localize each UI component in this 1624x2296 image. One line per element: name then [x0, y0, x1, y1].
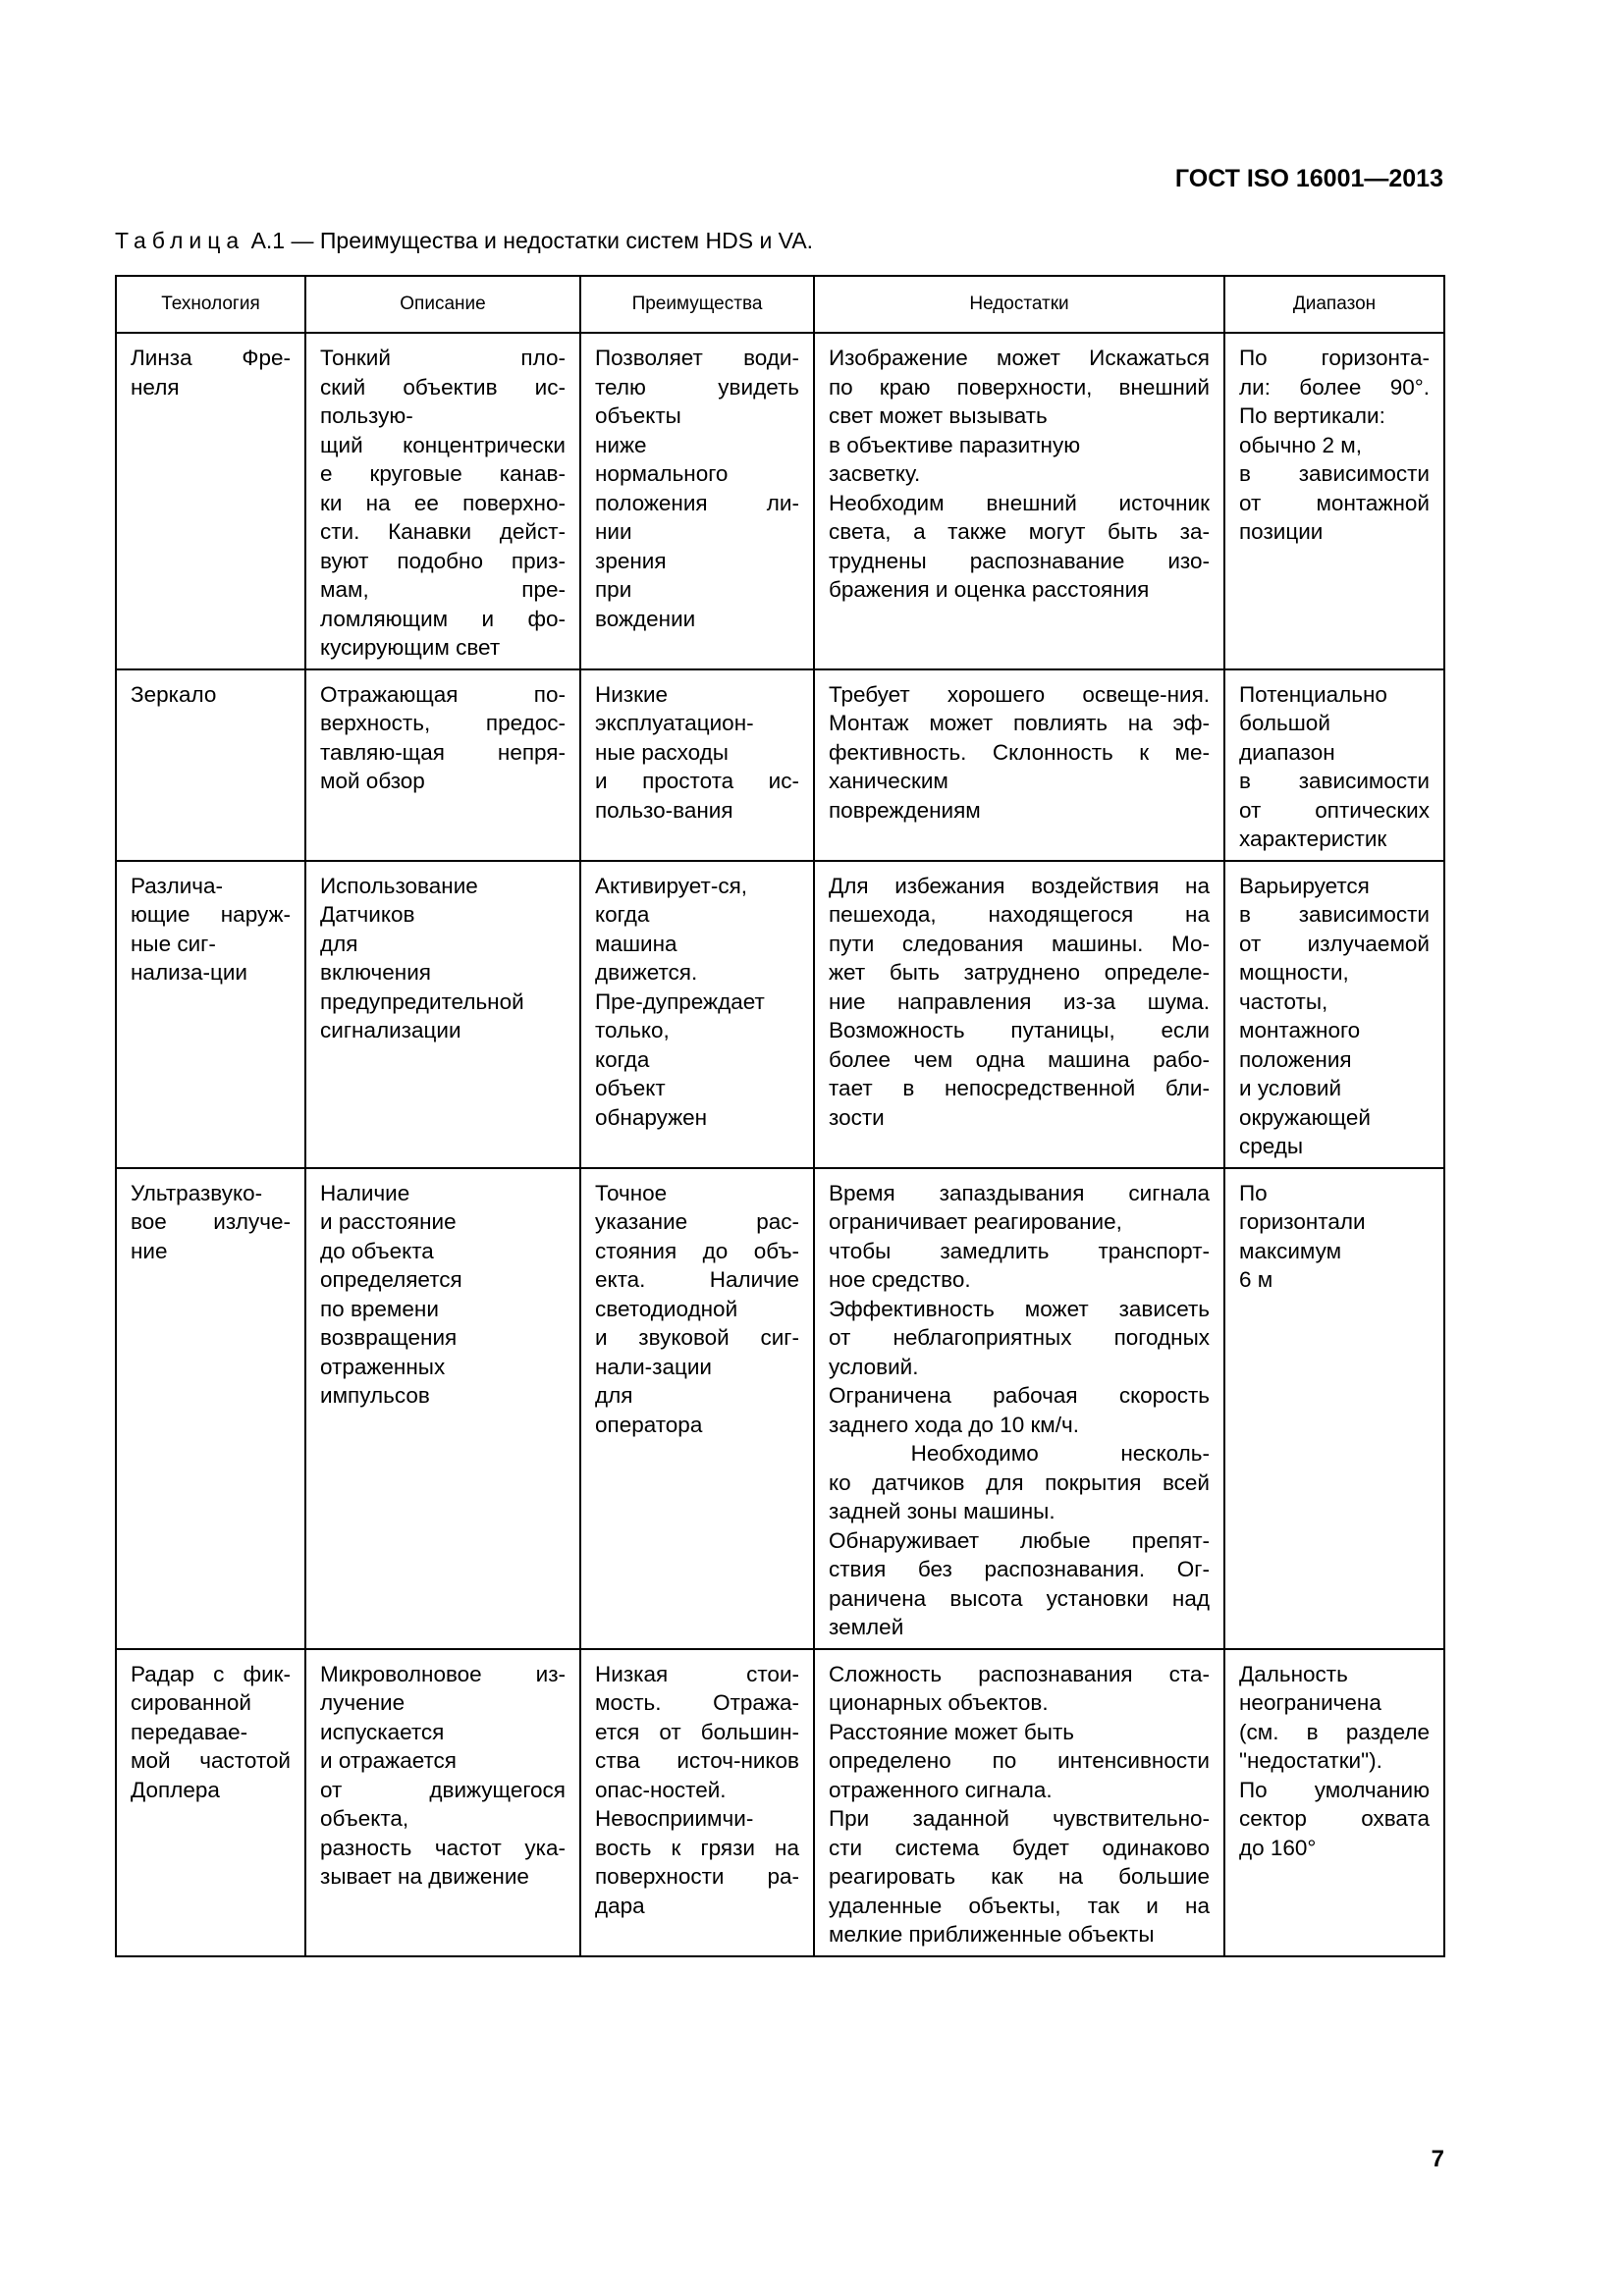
table-caption: [115, 228, 813, 254]
cell-line: до объекта: [320, 1238, 434, 1263]
cell-line: ные расходы: [595, 739, 729, 765]
cell-line: положения: [1239, 1046, 1352, 1072]
cell-line: отраженного сигнала.: [829, 1777, 1053, 1802]
cell-line: фективность. Склонность к ме-: [829, 739, 1210, 765]
cell-line: мам, пре-: [320, 577, 566, 602]
cell-line: ства источ-ников: [595, 1748, 799, 1773]
cell-line: от движущегося: [320, 1777, 566, 1802]
cell-line: стояния до объ-: [595, 1238, 799, 1263]
cell-line: горизонтали: [1239, 1209, 1366, 1234]
cell-line: сти. Канавки дейст-: [320, 519, 566, 544]
cell-line: ский объектив ис-: [320, 374, 566, 400]
cell-line: Изображение может Искажаться: [829, 346, 1210, 370]
cell-line: обычно 2 м,: [1239, 432, 1362, 457]
table-row: [116, 1168, 1444, 1649]
table-row: [116, 669, 1444, 861]
cell-line: тавляю-щая непря-: [320, 739, 566, 765]
cell-line: нализа-ции: [131, 960, 247, 985]
cell-line: зрения: [595, 548, 667, 573]
cell-disadvantages: [814, 861, 1224, 1168]
cell-range: [1224, 1649, 1444, 1956]
cell-technology: [116, 1649, 305, 1956]
cell-line: задней зоны машины.: [829, 1499, 1056, 1523]
cell-line: в зависимости: [1239, 902, 1430, 927]
cell-line: тает в непосредственной бли-: [829, 1076, 1210, 1100]
cell-line: по краю поверхности, внешний: [829, 374, 1210, 400]
cell-line: неля: [131, 374, 180, 400]
cell-line: движется.: [595, 960, 698, 985]
cell-line: окружающей: [1239, 1104, 1371, 1130]
cell-line: максимум: [1239, 1238, 1342, 1263]
cell-line: света, а также могут быть за-: [829, 519, 1210, 544]
cell-line: Отражающая по-: [320, 681, 566, 707]
cell-line: зывает на движение: [320, 1864, 529, 1889]
cell-advantages: [580, 1649, 814, 1956]
cell-line: монтажного: [1239, 1018, 1361, 1042]
cell-technology: [116, 333, 305, 669]
cell-line: объект: [595, 1076, 666, 1100]
table-caption-prefix: Таблица: [115, 228, 245, 253]
table-caption-text: А.1 — Преимущества и недостатки систем HDS и VA.: [244, 228, 814, 253]
cell-range: [1224, 669, 1444, 861]
cell-line: характеристик: [1239, 827, 1387, 851]
cell-line: поверхности ра-: [595, 1864, 799, 1889]
column-header-description: Описание: [305, 276, 580, 333]
cell-line: вождении: [595, 606, 696, 631]
cell-line: мощности,: [1239, 960, 1349, 985]
cell-line: светодиодной: [595, 1296, 738, 1321]
cell-line: в зависимости: [1239, 769, 1430, 793]
cell-line: кусирующим свет: [320, 635, 501, 660]
cell-line: машина: [595, 931, 677, 956]
cell-range: [1224, 1168, 1444, 1649]
cell-line: опас-ностей.: [595, 1777, 727, 1802]
cell-line: Монтаж может повлиять на эф-: [829, 711, 1210, 735]
cell-line: Точное: [595, 1180, 668, 1205]
cell-line: мость. Отража-: [595, 1690, 799, 1715]
cell-description: [305, 1168, 580, 1649]
cell-line: Потенциально: [1239, 681, 1387, 707]
cell-line: вуют подобно приз-: [320, 548, 566, 573]
cell-line: возвращения: [320, 1325, 458, 1350]
cell-technology: [116, 669, 305, 861]
cell-line: сектор охвата: [1239, 1806, 1430, 1831]
column-header-disadvantages: Недостатки: [814, 276, 1224, 333]
cell-line: предупредительной: [320, 988, 524, 1014]
cell-line: мелкие приближенные объекты: [829, 1922, 1155, 1947]
cell-line: передавае-: [131, 1719, 248, 1744]
cell-line: По умолчанию: [1239, 1777, 1430, 1802]
cell-line: Для избежания воздействия на: [829, 873, 1210, 898]
cell-line: ханическим: [829, 769, 948, 793]
cell-line: разность частот ука-: [320, 1835, 566, 1860]
cell-line: среды: [1239, 1134, 1304, 1158]
cell-line: Микроволновое из-: [320, 1661, 566, 1686]
cell-line: объекта,: [320, 1806, 409, 1831]
cell-line: определяется: [320, 1267, 462, 1292]
cell-disadvantages: [814, 1168, 1224, 1649]
cell-line: Сложность распознавания ста-: [829, 1661, 1210, 1686]
cell-line: Необходимо несколь-: [829, 1441, 1210, 1466]
cell-line: Возможность путаницы, если: [829, 1018, 1210, 1042]
cell-disadvantages: [814, 669, 1224, 861]
cell-line: дара: [595, 1893, 645, 1918]
column-header-range: Диапазон: [1224, 276, 1444, 333]
cell-line: импульсов: [320, 1383, 430, 1408]
column-header-advantages: Преимущества: [580, 276, 814, 333]
cell-line: когда: [595, 902, 650, 927]
cell-line: сигнализации: [320, 1018, 461, 1042]
cell-line: мой обзор: [320, 769, 425, 793]
cell-line: ли: более 90°.: [1239, 374, 1430, 400]
cell-line: Ограничена рабочая скорость: [829, 1383, 1210, 1408]
cell-line: до 160°: [1239, 1835, 1317, 1860]
cell-line: объекты: [595, 403, 681, 428]
cell-line: отраженных: [320, 1354, 446, 1379]
cell-line: ционарных объектов.: [829, 1690, 1049, 1715]
cell-line: Варьируется: [1239, 873, 1370, 898]
cell-line: при: [595, 577, 632, 602]
cell-line: труднены распознавание изо-: [829, 548, 1210, 573]
cell-line: мой частотой: [131, 1748, 291, 1773]
cell-line: Радар с фик-: [131, 1661, 291, 1686]
cell-line: Расстояние может быть: [829, 1719, 1074, 1744]
cell-description: [305, 861, 580, 1168]
cell-line: пути следования машины. Мо-: [829, 931, 1210, 956]
cell-line: пешехода, находящегося на: [829, 902, 1210, 927]
cell-line: повреждениям: [829, 797, 981, 823]
cell-line: зости: [829, 1104, 885, 1130]
cell-line: екта. Наличие: [595, 1267, 799, 1292]
cell-line: Доплера: [131, 1777, 220, 1802]
cell-line: от неблагоприятных погодных: [829, 1325, 1210, 1350]
cell-line: Ультразвуко-: [131, 1180, 263, 1205]
cell-line: от монтажной: [1239, 490, 1430, 515]
cell-line: сированной: [131, 1690, 251, 1715]
cell-line: в зависимости: [1239, 461, 1430, 486]
cell-line: определено по интенсивности: [829, 1748, 1210, 1773]
cell-line: Пре-дупреждает: [595, 988, 765, 1014]
cell-line: пользо-вания: [595, 797, 733, 823]
table-header-row: [116, 276, 1444, 333]
cell-line: свет может вызывать: [829, 403, 1048, 428]
cell-line: испускается: [320, 1719, 445, 1744]
cell-line: нали-зации: [595, 1354, 712, 1379]
cell-line: По вертикали:: [1239, 403, 1385, 428]
cell-line: ломляющим и фо-: [320, 606, 566, 631]
cell-range: [1224, 861, 1444, 1168]
cell-line: Обнаруживает любые препят-: [829, 1527, 1210, 1553]
cell-line: в объективе паразитную: [829, 432, 1081, 457]
cell-line: указание рас-: [595, 1209, 799, 1234]
cell-line: раничена высота установки над: [829, 1585, 1210, 1611]
cell-line: только,: [595, 1018, 670, 1042]
cell-line: верхность, предос-: [320, 711, 566, 735]
cell-line: Требует хорошего освеще-ния.: [829, 681, 1210, 707]
cell-line: обнаружен: [595, 1104, 708, 1130]
cell-line: по времени: [320, 1296, 439, 1321]
cell-line: и звуковой сиг-: [595, 1325, 799, 1350]
cell-line: чтобы замедлить транспорт-: [829, 1238, 1210, 1263]
cell-technology: [116, 1168, 305, 1649]
cell-line: Время запаздывания сигнала: [829, 1180, 1210, 1205]
cell-line: условий.: [829, 1354, 919, 1379]
cell-line: диапазон: [1239, 739, 1335, 765]
cell-line: Позволяет води-: [595, 346, 799, 370]
cell-description: [305, 333, 580, 669]
cell-line: щий концентрически: [320, 432, 566, 457]
comparison-table: [115, 275, 1445, 1957]
cell-line: ниже: [595, 432, 647, 457]
cell-line: оператора: [595, 1412, 703, 1437]
cell-line: и простота ис-: [595, 769, 799, 793]
page-number: 7: [1431, 2146, 1444, 2172]
cell-advantages: [580, 861, 814, 1168]
cell-line: ющие наруж-: [131, 902, 291, 927]
cell-line: неограничена: [1239, 1690, 1381, 1715]
cell-description: [305, 1649, 580, 1956]
cell-line: от излучаемой: [1239, 931, 1430, 956]
cell-line: удаленные объекты, так и на: [829, 1893, 1210, 1918]
cell-line: вость к грязи на: [595, 1835, 799, 1860]
cell-line: жет быть затруднено определе-: [829, 960, 1210, 985]
cell-line: Дальность: [1239, 1661, 1348, 1686]
cell-line: Различа-: [131, 873, 224, 898]
cell-line: Низкие: [595, 681, 669, 707]
cell-line: Датчиков: [320, 902, 415, 927]
table-row: [116, 333, 1444, 669]
cell-line: ствия без распознавания. Ог-: [829, 1557, 1210, 1581]
cell-line: По: [1239, 1180, 1268, 1205]
cell-line: Эффективность может зависеть: [829, 1296, 1210, 1321]
cell-line: для: [320, 931, 358, 956]
cell-line: ется от большин-: [595, 1719, 799, 1744]
cell-line: и условий: [1239, 1076, 1342, 1100]
cell-line: ное средство.: [829, 1267, 971, 1292]
cell-line: для: [595, 1383, 633, 1408]
cell-line: и отражается: [320, 1748, 457, 1773]
cell-line: лучение: [320, 1690, 406, 1715]
cell-line: ние направления из-за шума.: [829, 988, 1210, 1014]
cell-line: ки на ее поверхно-: [320, 490, 566, 515]
cell-line: телю увидеть: [595, 374, 799, 400]
cell-line: ограничивает реагирование,: [829, 1209, 1122, 1234]
cell-line: "недостатки").: [1239, 1748, 1382, 1773]
cell-line: от оптических: [1239, 797, 1430, 823]
cell-line: По горизонта-: [1239, 346, 1430, 370]
cell-line: Тонкий пло-: [320, 346, 566, 370]
cell-line: нормального: [595, 461, 729, 486]
table-row: [116, 861, 1444, 1168]
cell-description: [305, 669, 580, 861]
cell-line: Активирует-ся,: [595, 873, 748, 898]
cell-line: е круговые канав-: [320, 461, 566, 486]
cell-line: Линза Фре-: [131, 346, 291, 370]
cell-line: более чем одна машина рабо-: [829, 1046, 1210, 1072]
cell-disadvantages: [814, 1649, 1224, 1956]
cell-line: положения ли-: [595, 490, 799, 515]
cell-line: ные сиг-: [131, 931, 216, 956]
cell-line: когда: [595, 1046, 650, 1072]
cell-advantages: [580, 1168, 814, 1649]
cell-disadvantages: [814, 333, 1224, 669]
cell-line: Наличие: [320, 1180, 410, 1205]
cell-line: сти система будет одинаково: [829, 1835, 1210, 1860]
cell-line: землей: [829, 1615, 904, 1639]
document-code: ГОСТ ISO 16001—2013: [1174, 165, 1443, 192]
cell-range: [1224, 333, 1444, 669]
cell-line: частоты,: [1239, 988, 1328, 1014]
cell-line: реагировать как на большие: [829, 1864, 1210, 1889]
cell-line: ние: [131, 1238, 168, 1263]
cell-line: заднего хода до 10 км/ч.: [829, 1412, 1079, 1437]
cell-line: засветку.: [829, 461, 921, 486]
cell-line: эксплуатацион-: [595, 711, 754, 735]
cell-line: Низкая стои-: [595, 1661, 799, 1686]
table-row: [116, 1649, 1444, 1956]
cell-line: пользую-: [320, 403, 413, 428]
cell-advantages: [580, 669, 814, 861]
cell-advantages: [580, 333, 814, 669]
cell-line: При заданной чувствительно-: [829, 1806, 1210, 1831]
cell-line: большой: [1239, 711, 1330, 735]
cell-line: включения: [320, 960, 431, 985]
cell-line: Зеркало: [131, 681, 217, 707]
table-body: [116, 333, 1444, 1956]
cell-line: ко датчиков для покрытия всей: [829, 1469, 1210, 1495]
cell-line: 6 м: [1239, 1267, 1273, 1292]
cell-line: нии: [595, 519, 632, 544]
cell-line: вое излуче-: [131, 1209, 291, 1234]
cell-technology: [116, 861, 305, 1168]
cell-line: бражения и оценка расстояния: [829, 577, 1150, 602]
cell-line: позиции: [1239, 519, 1324, 544]
cell-line: Необходим внешний источник: [829, 490, 1210, 515]
cell-line: и расстояние: [320, 1209, 457, 1234]
cell-line: Использование: [320, 873, 478, 898]
cell-line: (см. в разделе: [1239, 1719, 1430, 1744]
column-header-technology: Технология: [116, 276, 305, 333]
cell-line: Невосприимчи-: [595, 1806, 754, 1831]
